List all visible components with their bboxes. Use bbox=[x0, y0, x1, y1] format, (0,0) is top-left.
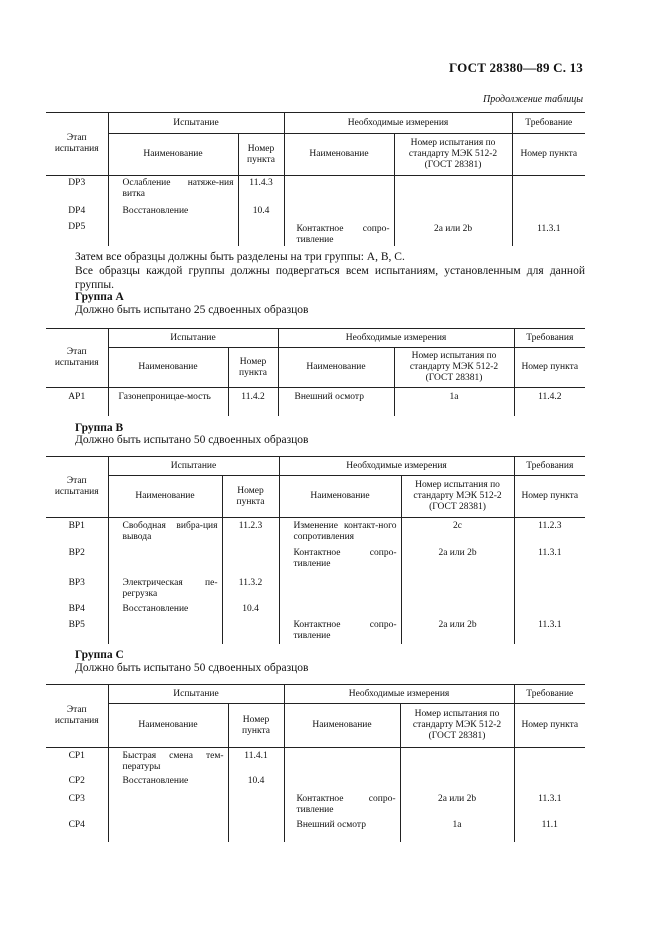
measure-num: 1а bbox=[394, 388, 514, 416]
test-name: Электрическая пе-регрузка bbox=[108, 576, 222, 604]
header-measure: Необходимые измерения bbox=[284, 685, 514, 704]
req-num bbox=[512, 206, 585, 222]
req-num bbox=[514, 776, 585, 792]
header-mname: Наименование bbox=[284, 134, 394, 176]
header-req: Требование bbox=[512, 113, 585, 134]
header-reqnum: Номер пункта bbox=[514, 348, 585, 388]
group-a-subtitle: Должно быть испытано 25 сдвоенных образцов bbox=[75, 304, 309, 316]
test-item: 11.2.3 bbox=[222, 518, 279, 546]
table-row-stage: CP4 bbox=[68, 819, 85, 830]
test-name bbox=[108, 222, 238, 246]
req-num: 11.3.1 bbox=[514, 546, 585, 576]
req-num: 11.1 bbox=[514, 820, 585, 842]
header-reqnum: Номер пункта bbox=[514, 704, 585, 748]
header-mname: Наименование bbox=[278, 348, 394, 388]
measure-num bbox=[401, 604, 514, 620]
measure-num bbox=[394, 206, 512, 222]
req-num bbox=[514, 748, 585, 776]
header-item: Номер пункта bbox=[228, 348, 278, 388]
test-name: Свободная вибра-ция вывода bbox=[108, 518, 222, 546]
test-name bbox=[108, 546, 222, 576]
header-mnum: Номер испытания по стандарту МЭК 512-2 (ГОСТ 28381) bbox=[400, 704, 514, 748]
measure-num: 1а bbox=[400, 820, 514, 842]
measure-num bbox=[401, 576, 514, 604]
header-mnum: Номер испытания по стандарту МЭК 512-2 (ГОСТ 28381) bbox=[394, 348, 514, 388]
header-mnum: Номер испытания по стандарту МЭК 512-2 (ГОСТ 28381) bbox=[401, 476, 514, 518]
test-name: Восстановление bbox=[108, 776, 228, 792]
table-row-stage: AP1 bbox=[68, 392, 86, 402]
header-reqnum: Номер пункта bbox=[512, 134, 585, 176]
test-item: 10.4 bbox=[222, 604, 279, 620]
test-name bbox=[108, 820, 228, 842]
table-continuation bbox=[46, 112, 585, 246]
table-row-stage: DP3 bbox=[68, 178, 86, 188]
test-name: Газонепроницае-мость bbox=[108, 388, 228, 416]
header-test: Испытание bbox=[108, 685, 284, 704]
header-item: Номер пункта bbox=[228, 704, 284, 748]
paragraph-division: Затем все образцы должны быть разделены на три группы: А, В, С. bbox=[75, 251, 405, 263]
measure-num: 2а или 2b bbox=[400, 792, 514, 820]
header-mname: Наименование bbox=[279, 476, 401, 518]
group-c-title bbox=[75, 648, 124, 662]
group-c-label: Группа С bbox=[75, 649, 124, 661]
test-item bbox=[228, 820, 284, 842]
header-req: Требования bbox=[514, 457, 585, 476]
measure-num: 2а или 2b bbox=[401, 546, 514, 576]
table-row-stage: BP4 bbox=[68, 603, 85, 614]
test-name: Ослабление натяже-ния витка bbox=[108, 176, 238, 206]
measure-name bbox=[284, 748, 400, 776]
header-name: Наименование bbox=[108, 476, 222, 518]
req-num bbox=[514, 604, 585, 620]
table-group-a bbox=[46, 328, 585, 416]
header-measure: Необходимые измерения bbox=[278, 329, 514, 348]
measure-name: Изменение контакт-ного сопротивления bbox=[279, 518, 401, 546]
header-test: Испытание bbox=[108, 113, 284, 134]
table-row-stage: BP3 bbox=[68, 577, 85, 588]
header-name: Наименование bbox=[108, 348, 228, 388]
group-b-label: Группа В bbox=[75, 422, 124, 434]
group-b-subtitle: Должно быть испытано 50 сдвоенных образцов bbox=[75, 434, 309, 446]
header-item: Номер пункта bbox=[222, 476, 279, 518]
table-row-stage: CP1 bbox=[68, 751, 85, 761]
header-name: Наименование bbox=[108, 704, 228, 748]
table-row-stage: CP2 bbox=[68, 775, 85, 786]
paragraph-all-tests: Все образцы каждой группы должны подвергаться всем испытаниям, установленным для данной группы. bbox=[75, 265, 585, 291]
header-req: Требование bbox=[514, 685, 585, 704]
test-item bbox=[222, 620, 279, 644]
header-stage: Этап испытания bbox=[46, 329, 108, 388]
header-name: Наименование bbox=[108, 134, 238, 176]
table-continuation-note: Продолжение таблицы bbox=[482, 94, 583, 105]
header-stage: Этап испытания bbox=[46, 685, 108, 748]
measure-num bbox=[394, 176, 512, 206]
measure-name bbox=[284, 206, 394, 222]
table-row-stage: BP2 bbox=[68, 547, 85, 558]
test-item: 11.4.2 bbox=[228, 388, 278, 416]
header-measure: Необходимые измерения bbox=[279, 457, 514, 476]
test-item: 11.3.2 bbox=[222, 576, 279, 604]
table-group-b bbox=[46, 456, 585, 644]
test-item: 11.4.3 bbox=[238, 176, 284, 206]
req-num: 11.2.3 bbox=[514, 518, 585, 546]
page-title: ГОСТ 28380—89 С. 13 bbox=[449, 60, 583, 75]
measure-num: 2а или 2b bbox=[401, 620, 514, 644]
test-item bbox=[228, 792, 284, 820]
table-row-stage: BP5 bbox=[68, 619, 85, 630]
req-num bbox=[514, 576, 585, 604]
measure-num bbox=[400, 748, 514, 776]
req-num: 11.3.1 bbox=[514, 620, 585, 644]
header-mnum: Номер испытания по стандарту МЭК 512-2 (ГОСТ 28381) bbox=[394, 134, 512, 176]
header-req: Требования bbox=[514, 329, 585, 348]
test-item bbox=[238, 222, 284, 246]
table-row-stage: DP5 bbox=[68, 221, 86, 232]
header-test: Испытание bbox=[108, 329, 278, 348]
header-stage: Этап испытания bbox=[46, 113, 108, 176]
measure-name bbox=[279, 604, 401, 620]
header-reqnum: Номер пункта bbox=[514, 476, 585, 518]
measure-name: Контактное сопро-тивление bbox=[284, 792, 400, 820]
test-name: Быстрая смена тем-пературы bbox=[108, 748, 228, 776]
header-measure: Необходимые измерения bbox=[284, 113, 512, 134]
test-item bbox=[222, 546, 279, 576]
table-row-stage: DP4 bbox=[68, 205, 86, 216]
table-group-c bbox=[46, 684, 585, 842]
measure-name: Внешний осмотр bbox=[284, 820, 400, 842]
measure-name bbox=[279, 576, 401, 604]
measure-num bbox=[400, 776, 514, 792]
header-test: Испытание bbox=[108, 457, 279, 476]
table-row-stage: CP3 bbox=[68, 793, 85, 804]
measure-num: 2с bbox=[401, 518, 514, 546]
test-name bbox=[108, 620, 222, 644]
measure-name: Внешний осмотр bbox=[278, 388, 394, 416]
measure-name bbox=[284, 176, 394, 206]
test-item: 10.4 bbox=[238, 206, 284, 222]
req-num: 11.3.1 bbox=[514, 792, 585, 820]
req-num: 11.3.1 bbox=[512, 222, 585, 246]
req-num bbox=[512, 176, 585, 206]
measure-name bbox=[284, 776, 400, 792]
req-num: 11.4.2 bbox=[514, 388, 585, 416]
test-name: Восстановление bbox=[108, 604, 222, 620]
header-item: Номер пункта bbox=[238, 134, 284, 176]
measure-name: Контактное сопро-тивление bbox=[279, 546, 401, 576]
measure-num: 2а или 2b bbox=[394, 222, 512, 246]
measure-name: Контактное сопро-тивление bbox=[284, 222, 394, 246]
measure-name: Контактное сопро-тивление bbox=[279, 620, 401, 644]
header-stage: Этап испытания bbox=[46, 457, 108, 518]
header-mname: Наименование bbox=[284, 704, 400, 748]
group-c-subtitle: Должно быть испытано 50 сдвоенных образцов bbox=[75, 662, 309, 674]
test-item: 10.4 bbox=[228, 776, 284, 792]
group-a-title bbox=[75, 290, 124, 304]
table-row-stage: BP1 bbox=[68, 521, 85, 531]
test-name bbox=[108, 792, 228, 820]
test-item: 11.4.1 bbox=[228, 748, 284, 776]
group-a-label: Группа А bbox=[75, 291, 124, 303]
test-name: Восстановление bbox=[108, 206, 238, 222]
